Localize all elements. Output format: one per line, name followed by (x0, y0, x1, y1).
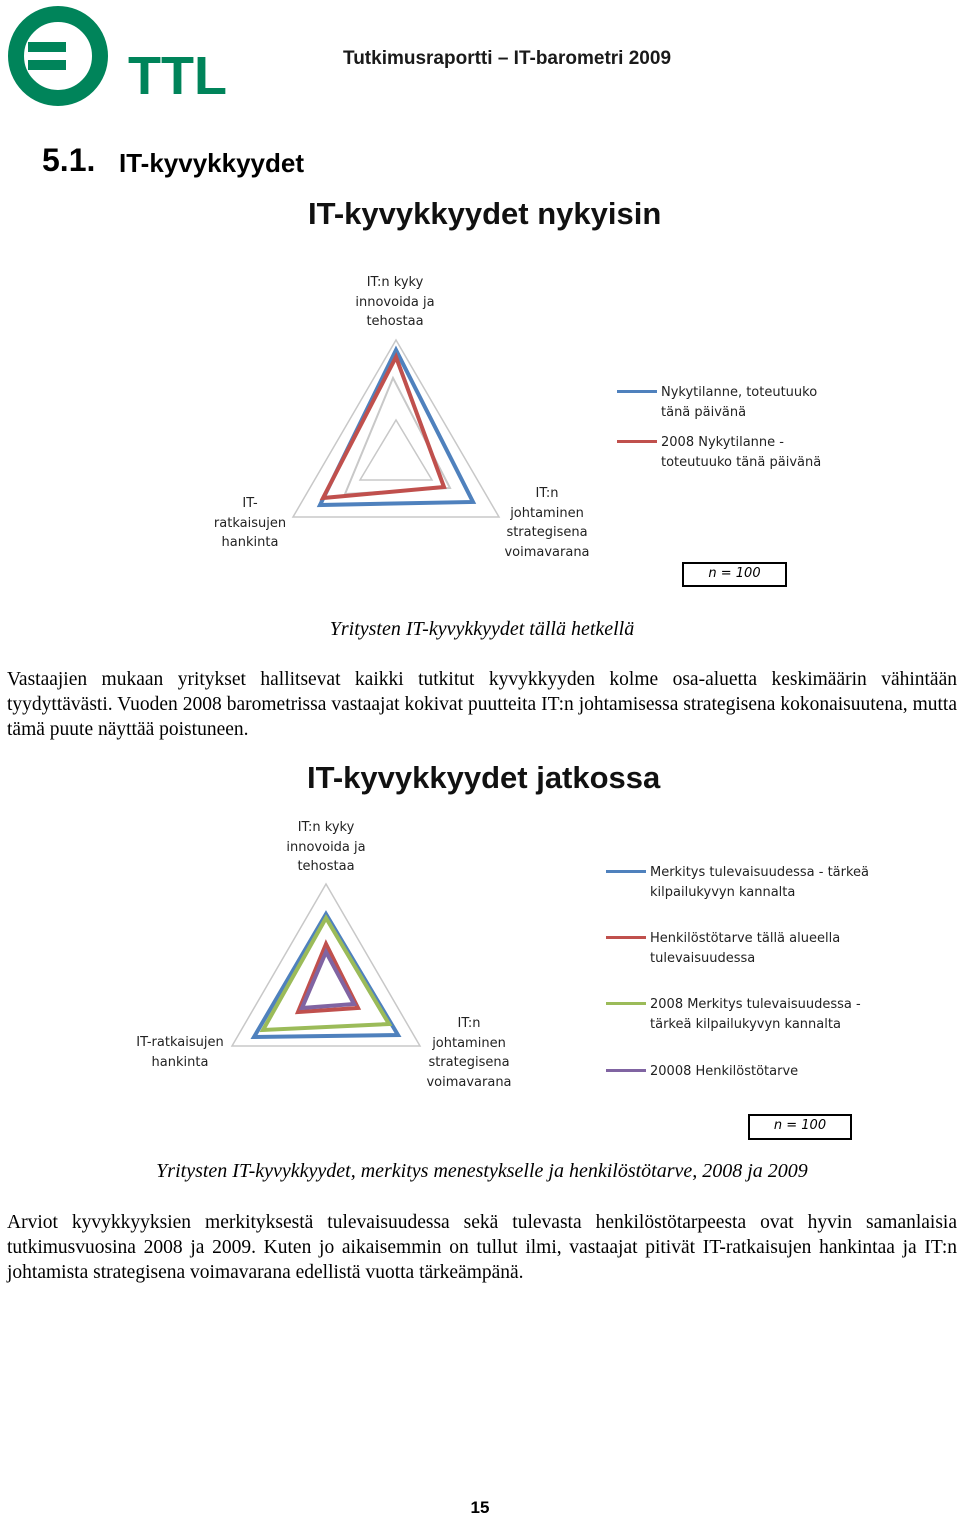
paragraph-2: Arviot kyvykkyyksien merkityksestä tulevaisuudessa sekä tulevasta henkilöstötarpeesta ovat hyvin samanlaisia tutkimusvuosina 2008 ja 2009. Kuten jo aikaisemmin on tullut ilmi, vastaajat pitivät IT-ratkaisujen hankintaa ja IT:n johtamista strategisena voimavarana edellistä vuotta tärkeämpänä. (7, 1212, 957, 1283)
chart2-series-importance (254, 914, 398, 1037)
chart2-legend-item-1 (606, 863, 869, 902)
chart1-legend-label-1: Nykytilanne, toteutuuko tänä päivänä (661, 385, 818, 420)
chart2-legend-label-4: 20008 Henkilöstötarve (650, 1064, 799, 1079)
chart2-legend-swatch-2 (606, 936, 646, 939)
chart2-legend-label-1: Merkitys tulevaisuudessa - tärkeä kilpailukyvyn kannalta (650, 865, 870, 900)
chart2-axis-top: IT:n kyky innovoida ja tehostaa (286, 820, 366, 874)
chart2-legend-swatch-1 (606, 870, 646, 873)
chart2-legend-label-2: Henkilöstötarve tällä alueella tulevaisuudessa (650, 931, 841, 966)
chart1-axis-right: IT:n johtaminen strategisena voimavarana (504, 486, 590, 560)
chart1-caption: Yritysten IT-kyvykkyydet tällä hetkellä (329, 618, 635, 640)
chart2-series-2008-importance (263, 918, 389, 1030)
section-title: IT-kyvykkyydet (119, 148, 305, 178)
chart2-legend-item-4 (606, 1062, 798, 1082)
chart2-caption: Yritysten IT-kyvykkyydet, merkitys menestykselle ja henkilöstötarve, 2008 ja 2009 (156, 1160, 808, 1182)
chart1-n-box: n = 100 (682, 562, 787, 587)
chart1-axis-left: IT- ratkaisujen hankinta (213, 496, 287, 550)
paragraph-1: Vastaajien mukaan yritykset hallitsevat kaikki tutkitut kyvykkyyden kolme osa-aluetta keskimäärin vähintään tyydyttävästi. Vuoden 2008 barometrissa vastaajat kokivat puutteita IT:n johtamisessa strategisena kokonaisuutena, mutta tämä puute näyttää poistuneen. (7, 669, 957, 740)
chart2-legend-swatch-4 (606, 1069, 646, 1072)
chart2-axis-left: IT-ratkaisujen hankinta (136, 1035, 224, 1070)
chart1-axis-top: IT:n kyky innovoida ja tehostaa (355, 275, 435, 329)
section-number: 5.1. (42, 142, 96, 178)
logo-text: TTL (128, 46, 227, 106)
chart2-axis-right: IT:n johtaminen strategisena voimavarana (426, 1016, 512, 1090)
chart2-legend-item-3 (606, 995, 861, 1034)
report-title: Tutkimusraportti – IT-barometri 2009 (343, 48, 672, 69)
chart2-n-box: n = 100 (748, 1114, 852, 1140)
chart1-legend-label-2: 2008 Nykytilanne - toteutuuko tänä päivänä (661, 435, 822, 470)
chart2-title: IT-kyvykkyydet jatkossa (307, 760, 661, 795)
chart2-legend-swatch-3 (606, 1002, 646, 1005)
page-number: 15 (470, 1498, 490, 1517)
chart2-legend-label-3: 2008 Merkitys tulevaisuudessa - tärkeä kilpailukyvyn kannalta (650, 997, 861, 1032)
chart2-legend-item-2 (606, 929, 840, 968)
chart1-title: IT-kyvykkyydet nykyisin (308, 196, 662, 231)
